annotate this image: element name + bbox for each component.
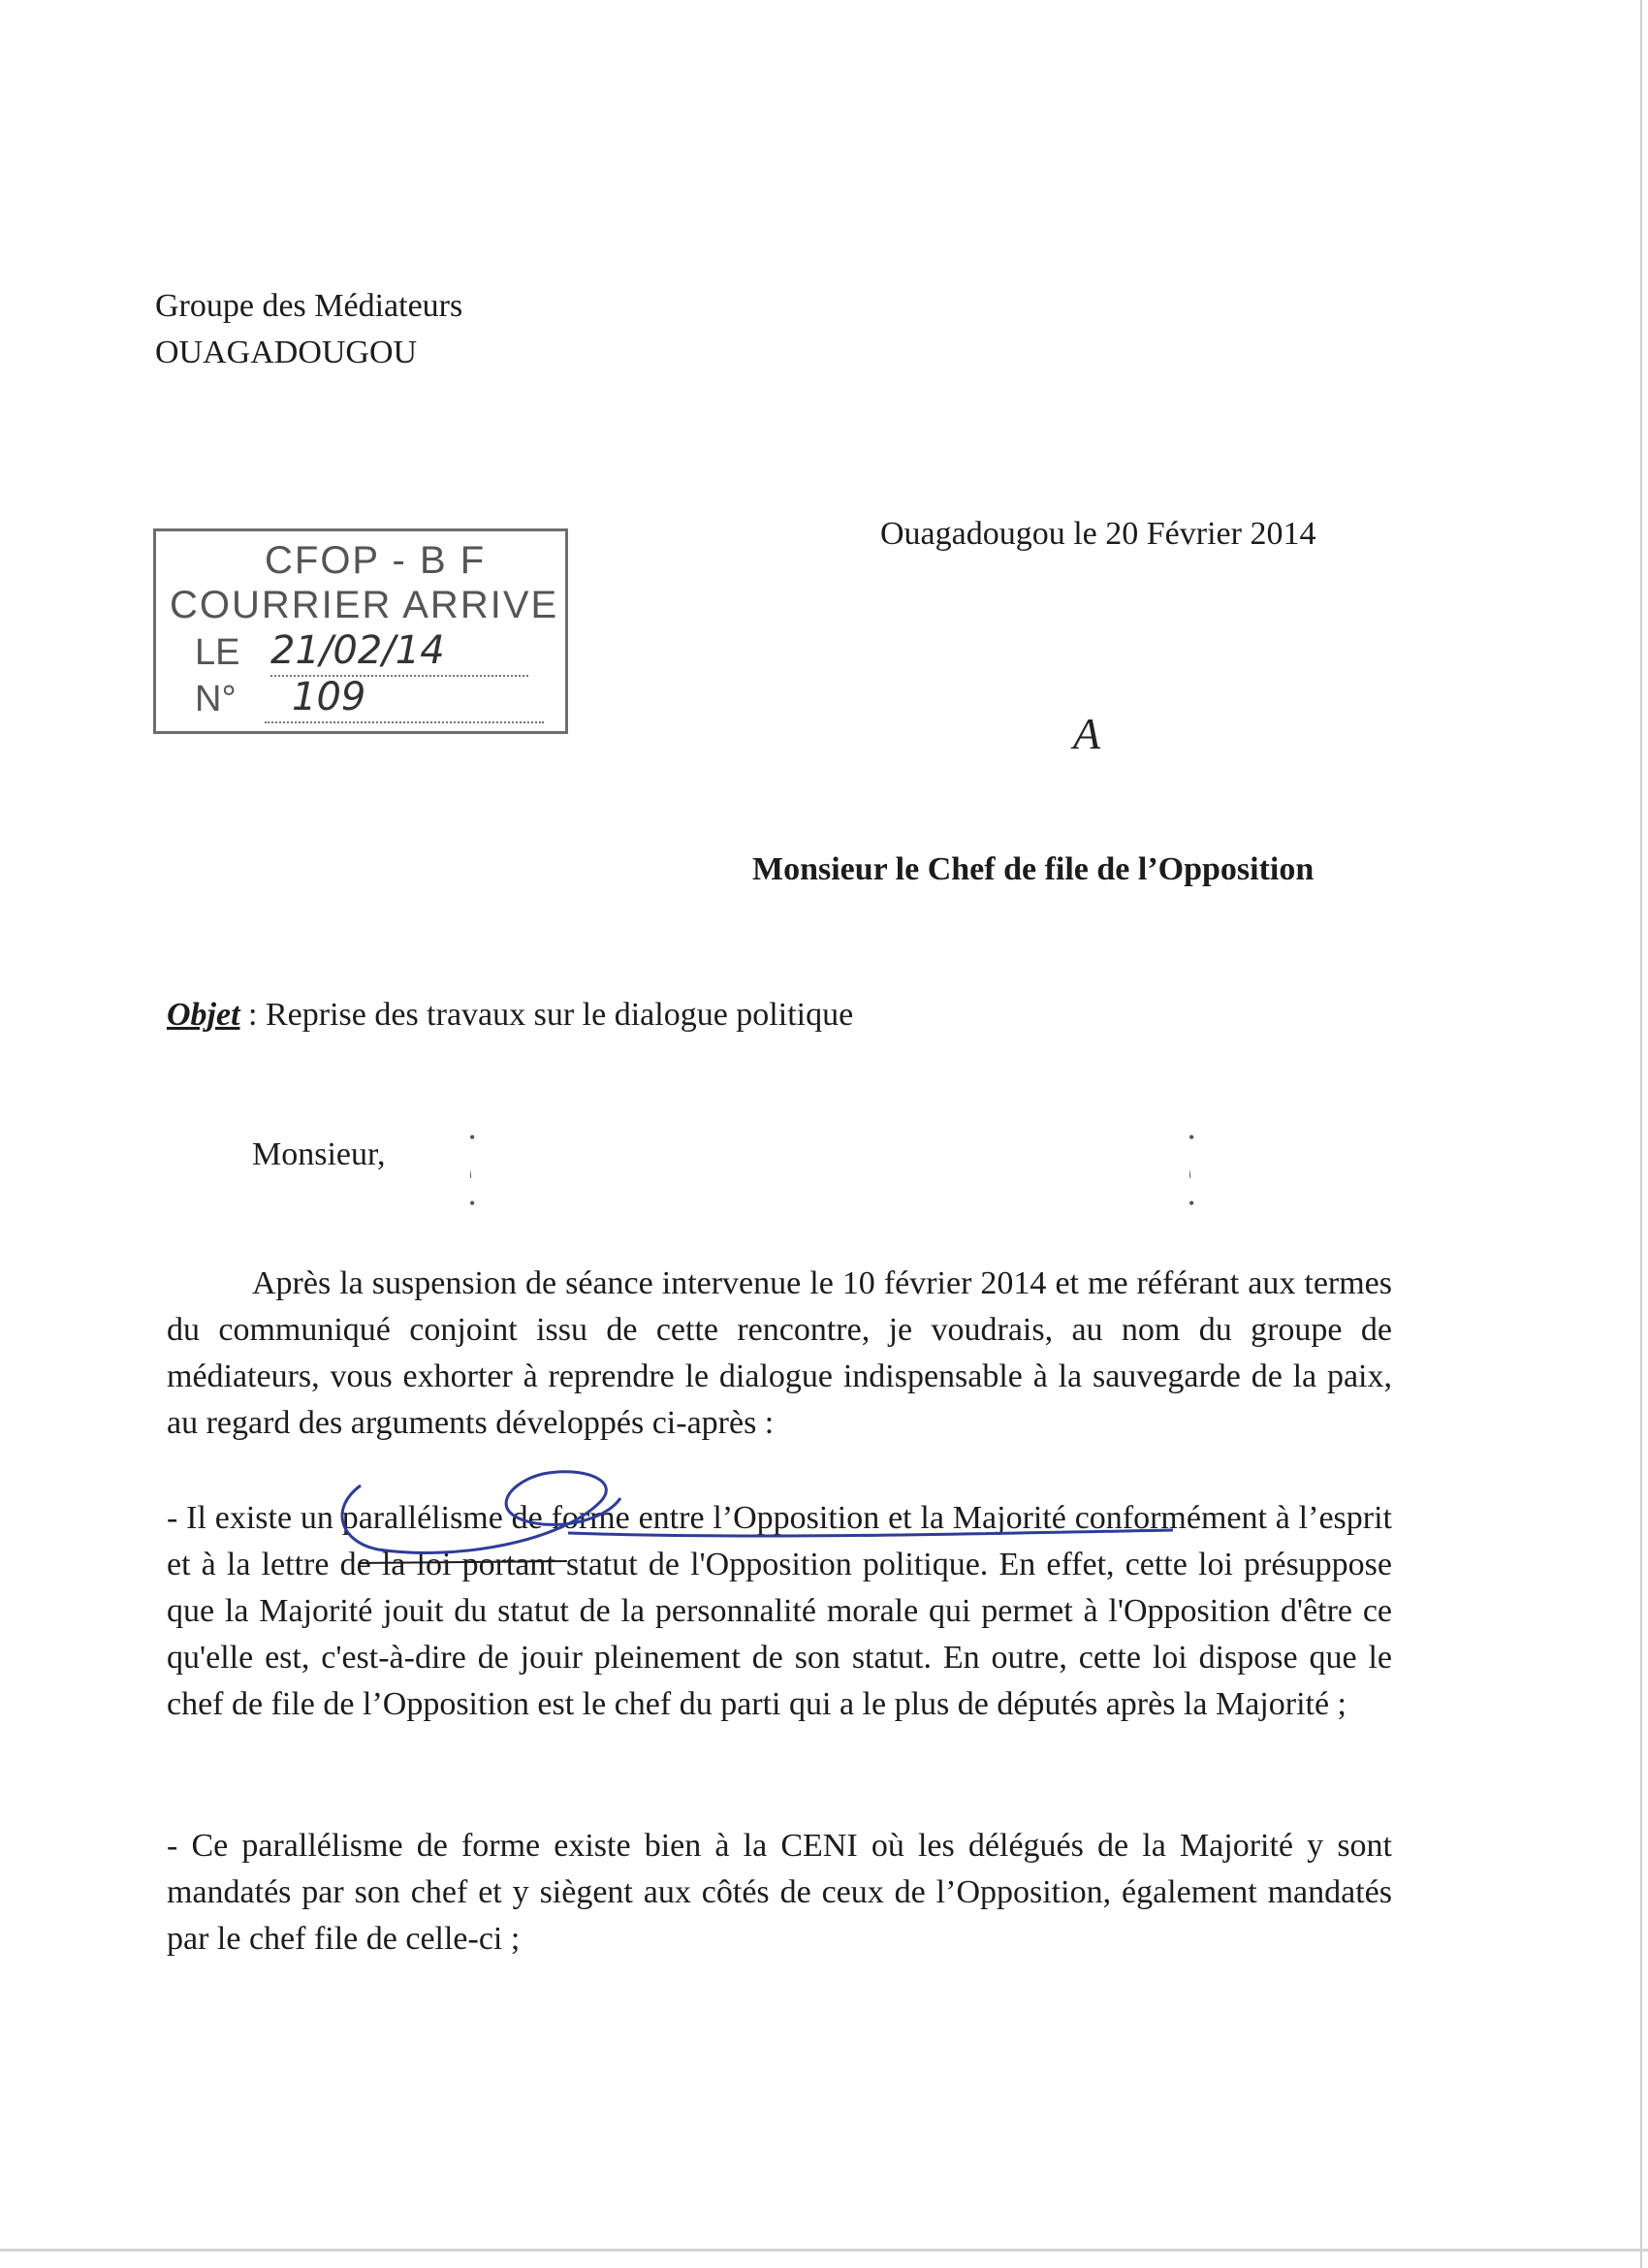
salutation: Monsieur, [252,1136,386,1172]
subject-text: Reprise des travaux sur le dialogue politique [266,997,854,1033]
subject-separator: : [239,997,266,1033]
scan-edge-right [1640,0,1642,2268]
paragraph-ceni: - Ce parallélisme de forme existe bien à la CENI où les délégués de la Majorité y sont mandatés par son chef et y siègent aux côtés de ceux de l’Opposition, également mandatés par le chef file de celle-ci ; [167,1828,1392,1957]
stamp-number-line [265,721,544,723]
subject-label: Objet [167,997,240,1033]
subject-line [167,997,853,1034]
stamp-date-label: LE [195,632,240,673]
stamp-number-handwritten: 109 [292,675,366,719]
punch-marks-right: • ᵢ • [1188,1128,1195,1213]
stamp-number-label: N° [195,679,237,719]
scan-edge-bottom [0,2249,1648,2252]
handwritten-initial: A [1073,709,1101,758]
stamp-date-handwritten: 21/02/14 [270,628,445,673]
sender-block [155,283,462,376]
punch-marks-left: • ᵢ • [469,1128,476,1213]
date-line: Ouagadougou le 20 Février 2014 [880,516,1316,552]
recipient: Monsieur le Chef de file de l’Opposition [752,851,1315,887]
stamp-title: COURRIER ARRIVE [170,584,559,626]
paragraph-intro: Après la suspension de séance intervenue le 10 février 2014 et me référant aux termes du communiqué conjoint issu de cette rencontre, je voudrais, au nom du groupe de médiateurs, vous exhorter à reprendre le dialogue indispensable à la sauvegarde de la paix, au regard des arguments développés ci-après : [167,1265,1392,1441]
sender-name: Groupe des Médiateurs [155,288,463,324]
received-mail-stamp [153,528,568,734]
paragraph-parallelism: - Il existe un parallélisme de forme entre l’Opposition et la Majorité conformément à l’esprit et à la lettre de la loi portant statut de l'Opposition politique. En effet, cette loi présuppose que la Majorité jouit du statut de la personnalité morale qui permet à l'Opposition d'être ce qu'elle est, c'est-à-dire de jouir pleinement de son statut. En outre, cette loi dispose que le chef de file de l’Opposition est le chef du parti qui a le plus de députés après la Majorité ; [167,1500,1392,1722]
stamp-org: CFOP - B F [265,539,487,582]
sender-city: OUAGADOUGOU [155,335,418,370]
